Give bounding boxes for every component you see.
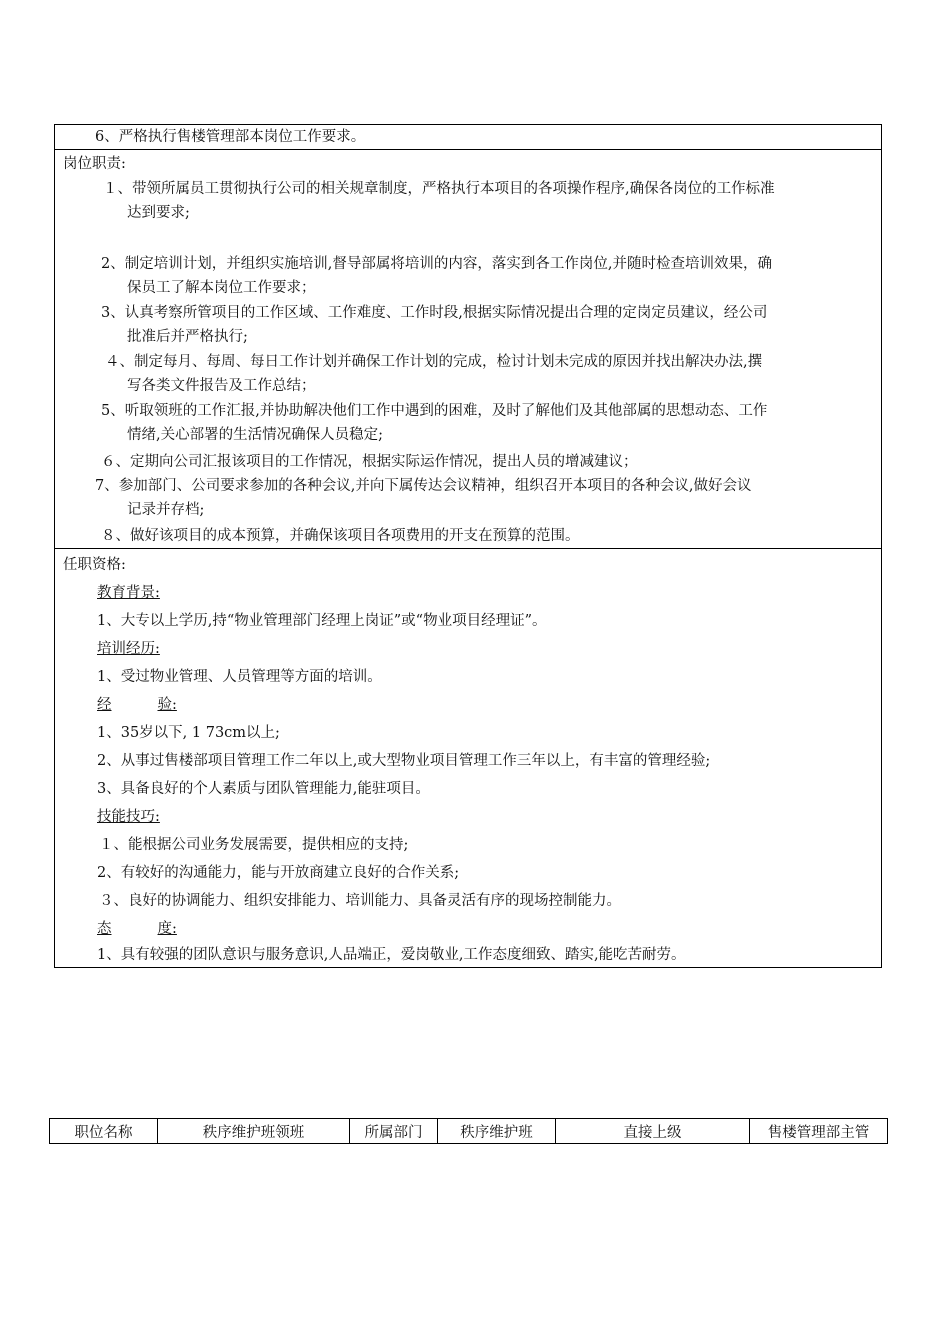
duties-section: [54, 149, 882, 549]
experience-item-1: 1、35岁以下, 1 73cm以上;: [97, 725, 280, 741]
position-header-row: [50, 1119, 888, 1144]
supervisor-label-cell: 直接上级: [556, 1119, 750, 1144]
duty-item-2-line1: 2、制定培训计划，并组织实施培训,督导部属将培训的内容，落实到各工作岗位,并随时检查培训效果，确: [101, 256, 772, 272]
duty-item-8-line1: ８、做好该项目的成本预算，并确保该项目各项费用的开支在预算的范围。: [101, 528, 580, 544]
duties-heading: 岗位职责:: [63, 156, 126, 172]
duty-item-4-line1: ４、制定每月、每周、每日工作计划并确保工作计划的完成，检讨计划未完成的原因并找出解决办法,撰: [105, 354, 763, 370]
attitude-item-1: 1、具有较强的团队意识与服务意识,人品端正，爱岗敬业,工作态度细致、踏实,能吃苦耐劳。: [97, 947, 686, 963]
training-item-1: 1、受过物业管理、人员管理等方面的培训。: [97, 669, 382, 685]
position-value-cell: 秩序维护班领班: [158, 1119, 350, 1144]
experience-title-b: 验:: [157, 697, 177, 713]
skills-item-2: 2、有较好的沟通能力，能与开放商建立良好的合作关系;: [97, 865, 460, 881]
duty-item-1-line1: １、带领所属员工贯彻执行公司的相关规章制度，严格执行本项目的各项操作程序,确保各岗位的工作标准: [103, 181, 775, 197]
duty-item-7-line1: 7、参加部门、公司要求参加的各种会议,并向下属传达会议精神，组织召开本项目的各种会议,做好会议: [95, 478, 752, 494]
attitude-title-b: 度:: [157, 921, 177, 937]
experience-item-2: 2、从事过售楼部项目管理工作二年以上,或大型物业项目管理工作三年以上，有丰富的管理经验;: [97, 753, 711, 769]
training-title: 培训经历:: [97, 641, 160, 657]
attitude-title: [97, 919, 177, 939]
duty-item-2-line2: 保员工了解本岗位工作要求；: [127, 280, 316, 296]
duty-item-4-line2: 写各类文件报告及工作总结；: [127, 378, 316, 394]
dept-label-cell: 所属部门: [350, 1119, 438, 1144]
duty-item-3-line1: 3、认真考察所管项目的工作区域、工作难度、工作时段,根据实际情况提出合理的定岗定员建议，经公司: [101, 305, 768, 321]
position-header-table: [49, 1118, 888, 1144]
skills-item-3: ３、良好的协调能力、组织安排能力、培训能力、具备灵活有序的现场控制能力。: [99, 893, 621, 909]
duty-item-5-line1: 5、听取领班的工作汇报,并协助解决他们工作中遇到的困难，及时了解他们及其他部属的思想动态、工作: [101, 403, 768, 419]
dept-value-cell: 秩序维护班: [438, 1119, 556, 1144]
position-label-cell: 职位名称: [50, 1119, 158, 1144]
continuation-line: 6、严格执行售楼管理部本岗位工作要求。: [95, 129, 366, 145]
duty-item-1: [103, 177, 875, 225]
skills-title: 技能技巧:: [97, 809, 160, 825]
experience-title-a: 经: [97, 697, 112, 713]
continuation-box: [54, 124, 882, 150]
qualifications-section: [54, 548, 882, 968]
education-title: 教育背景:: [97, 585, 160, 601]
duty-item-7-line2: 记录并存档;: [127, 502, 205, 518]
duty-item-3-line2: 批准后并严格执行;: [127, 329, 248, 345]
education-item-1: 1、大专以上学历,持“物业管理部门经理上岗证”或“物业项目经理证”。: [97, 613, 547, 629]
experience-item-3: 3、具备良好的个人素质与团队管理能力,能驻项目。: [97, 781, 430, 797]
duty-item-6-line1: ６、定期向公司汇报该项目的工作情况，根据实际运作情况，提出人员的增减建议；: [101, 454, 638, 470]
duty-item-5-line2: 情绪,关心部署的生活情况确保人员稳定;: [127, 427, 383, 443]
qualifications-heading: 任职资格:: [63, 557, 126, 573]
supervisor-value-cell: 售楼管理部主管: [750, 1119, 888, 1144]
skills-item-1: １、能根据公司业务发展需要，提供相应的支持;: [99, 837, 409, 853]
attitude-title-a: 态: [97, 921, 112, 937]
experience-title: [97, 695, 183, 715]
duty-item-1-line2: 达到要求;: [127, 205, 190, 221]
